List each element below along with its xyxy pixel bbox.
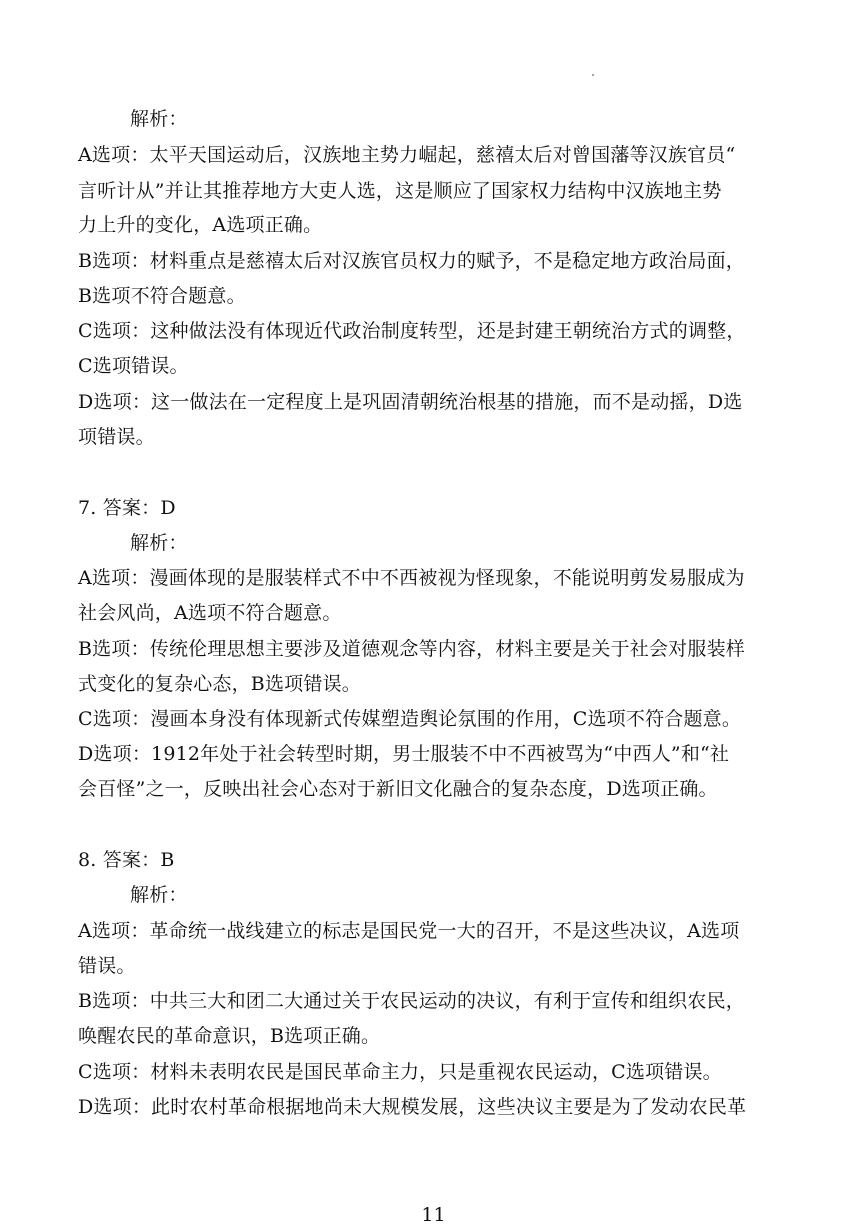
analysis-label: 解析： <box>130 532 188 554</box>
analysis-line: 错误。 <box>78 955 136 977</box>
analysis-line: 力上升的变化，A选项正确。 <box>78 214 323 236</box>
analysis-line: B选项：中共三大和团二大通过关于农民运动的决议，有利于宣传和组织农民， <box>78 990 745 1012</box>
scan-mark <box>592 74 594 76</box>
analysis-line: 唤醒农民的革命意识，B选项正确。 <box>78 1025 381 1047</box>
analysis-label: 解析： <box>130 108 188 130</box>
analysis-line: D选项：这一做法在一定程度上是巩固清朝统治根基的措施，而不是动摇，D选 <box>78 391 743 413</box>
analysis-line: D选项：1912年处于社会转型时期，男士服装不中不西被骂为“中西人”和“社 <box>78 743 730 765</box>
analysis-line: 会百怪”之一，反映出社会心态对于新旧文化融合的复杂态度，D选项正确。 <box>78 778 718 800</box>
analysis-line: C选项：这种做法没有体现近代政治制度转型，还是封建王朝统治方式的调整， <box>78 320 746 342</box>
analysis-line: D选项：此时农村革命根据地尚未大规模发展，这些决议主要是为了发动农民革 <box>78 1096 747 1118</box>
analysis-line: A选项：革命统一战线建立的标志是国民党一大的召开，不是这些决议，A选项 <box>78 920 740 942</box>
analysis-line: B选项：材料重点是慈禧太后对汉族官员权力的赋予，不是稳定地方政治局面， <box>78 250 745 272</box>
analysis-line: B选项：传统伦理思想主要涉及道德观念等内容，材料主要是关于社会对服装样 <box>78 638 745 660</box>
analysis-line: B选项不符合题意。 <box>78 285 246 307</box>
answer-heading-7: 7. 答案：D <box>78 497 176 519</box>
answer-heading-8: 8. 答案：B <box>78 849 175 871</box>
analysis-label: 解析： <box>130 884 188 906</box>
analysis-line: C选项：材料未表明农民是国民革命主力，只是重视农民运动，C选项错误。 <box>78 1061 722 1083</box>
analysis-line: A选项：漫画体现的是服装样式不中不西被视为怪现象，不能说明剪发易服成为 <box>78 567 745 589</box>
analysis-line: 项错误。 <box>78 426 155 448</box>
page-number: 11 <box>421 1204 446 1226</box>
analysis-line: C选项：漫画本身没有体现新式传媒塑造舆论氛围的作用，C选项不符合题意。 <box>78 708 742 730</box>
analysis-line: A选项：太平天国运动后，汉族地主势力崛起，慈禧太后对曾国藩等汉族官员“ <box>78 144 736 166</box>
analysis-line: 社会风尚，A选项不符合题意。 <box>78 602 342 624</box>
analysis-line: C选项错误。 <box>78 355 189 377</box>
analysis-line: 言听计从”并让其推荐地方大吏人选，这是顺应了国家权力结构中汉族地主势 <box>78 180 722 202</box>
analysis-line: 式变化的复杂心态，B选项错误。 <box>78 673 361 695</box>
